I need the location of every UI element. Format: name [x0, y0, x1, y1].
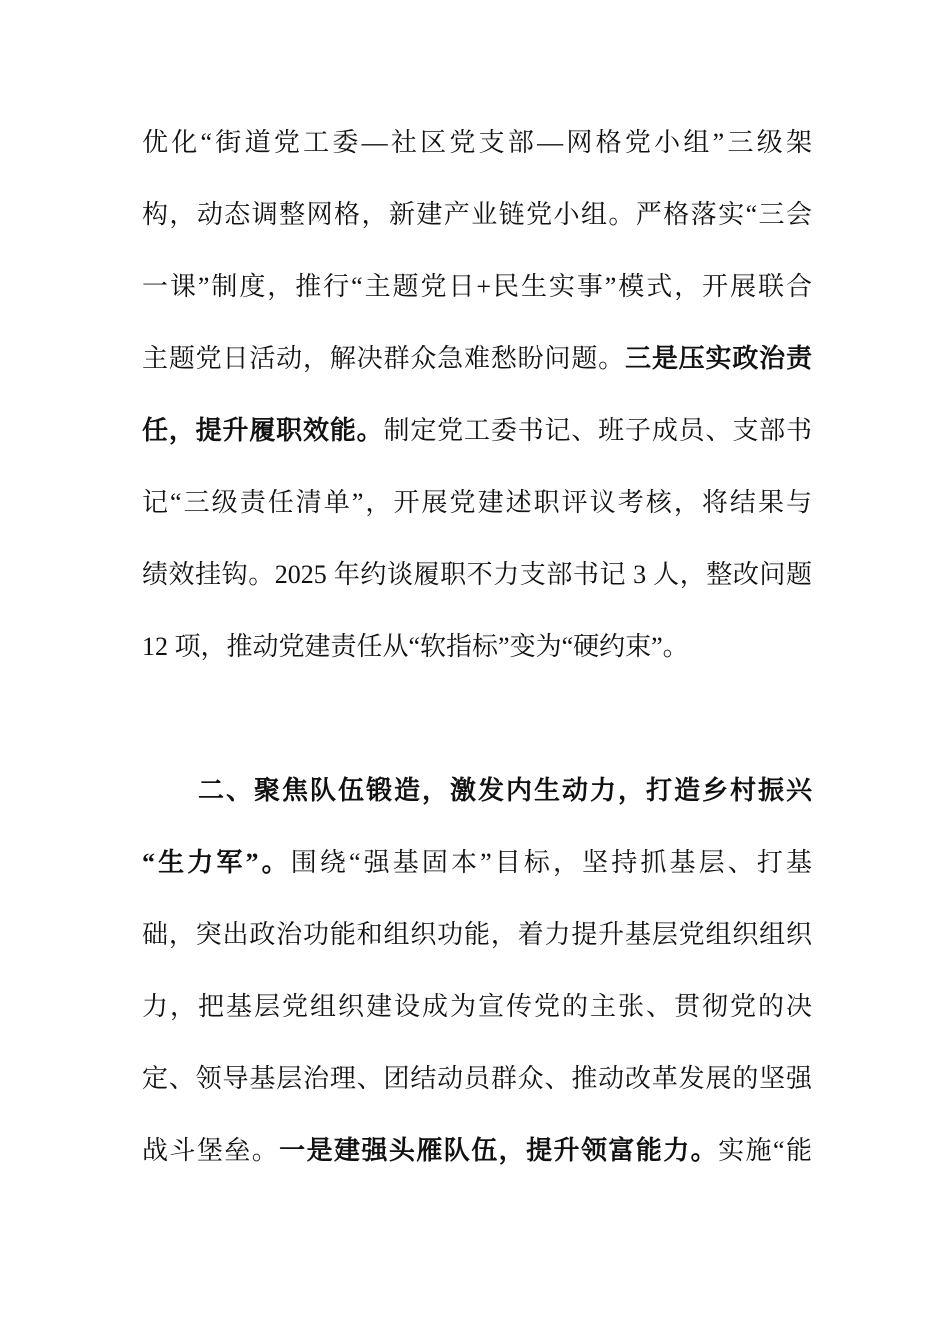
text-line	[142, 395, 812, 467]
bold-text-run: 二、聚焦队伍锻造，激发内生动力，打造乡村振兴	[198, 776, 812, 805]
text-line	[142, 827, 812, 899]
bold-text-run: 三是压实政治责	[624, 344, 812, 373]
text-line	[142, 1043, 812, 1115]
text-line	[142, 611, 812, 683]
text-run: 制定党工委书记、班子成员、支部书	[383, 416, 812, 445]
text-run: 定、领导基层治理、团结动员群众、推动改革发展的坚强	[142, 1064, 812, 1093]
bold-text-run: 任，提升履职效能。	[142, 416, 384, 445]
text-run: 一课”制度，推行“主题党日+民生实事”模式，开展联合	[142, 272, 812, 301]
text-line	[142, 323, 812, 395]
text-run: 战斗堡垒。	[142, 1136, 280, 1165]
paragraph	[142, 755, 812, 1187]
paragraph	[142, 107, 812, 683]
text-run: 构，动态调整网格，新建产业链党小组。严格落实“三会	[142, 200, 812, 229]
bold-text-run: “生力军”。	[142, 848, 291, 877]
text-line	[142, 179, 812, 251]
text-line	[142, 107, 812, 179]
text-line	[142, 539, 812, 611]
paragraph-spacer	[142, 683, 812, 755]
text-run: 力，把基层党组织建设成为宣传党的主张、贯彻党的决	[142, 992, 812, 1021]
bold-text-run: 一是建强头雁队伍，提升领富能力。	[279, 1136, 719, 1165]
text-run: 实施“能	[718, 1136, 812, 1165]
text-line	[142, 755, 812, 827]
text-run: 围绕“强基固本”目标，坚持抓基层、打基	[290, 848, 812, 877]
text-run: 记“三级责任清单”，开展党建述职评议考核，将结果与	[142, 488, 812, 517]
text-line	[142, 899, 812, 971]
text-run: 绩效挂钩。2025 年约谈履职不力支部书记 3 人，整改问题	[142, 560, 812, 589]
text-run: 12 项，推动党建责任从“软指标”变为“硬约束”。	[142, 632, 689, 661]
text-line	[142, 971, 812, 1043]
text-run: 础，突出政治功能和组织功能，着力提升基层党组织组织	[142, 920, 812, 949]
document-content	[142, 107, 812, 1187]
text-line	[142, 251, 812, 323]
text-line	[142, 1115, 812, 1187]
text-run: 优化“街道党工委—社区党支部—网格党小组”三级架	[142, 128, 812, 157]
text-line	[142, 467, 812, 539]
text-run: 主题党日活动，解决群众急难愁盼问题。	[142, 344, 625, 373]
